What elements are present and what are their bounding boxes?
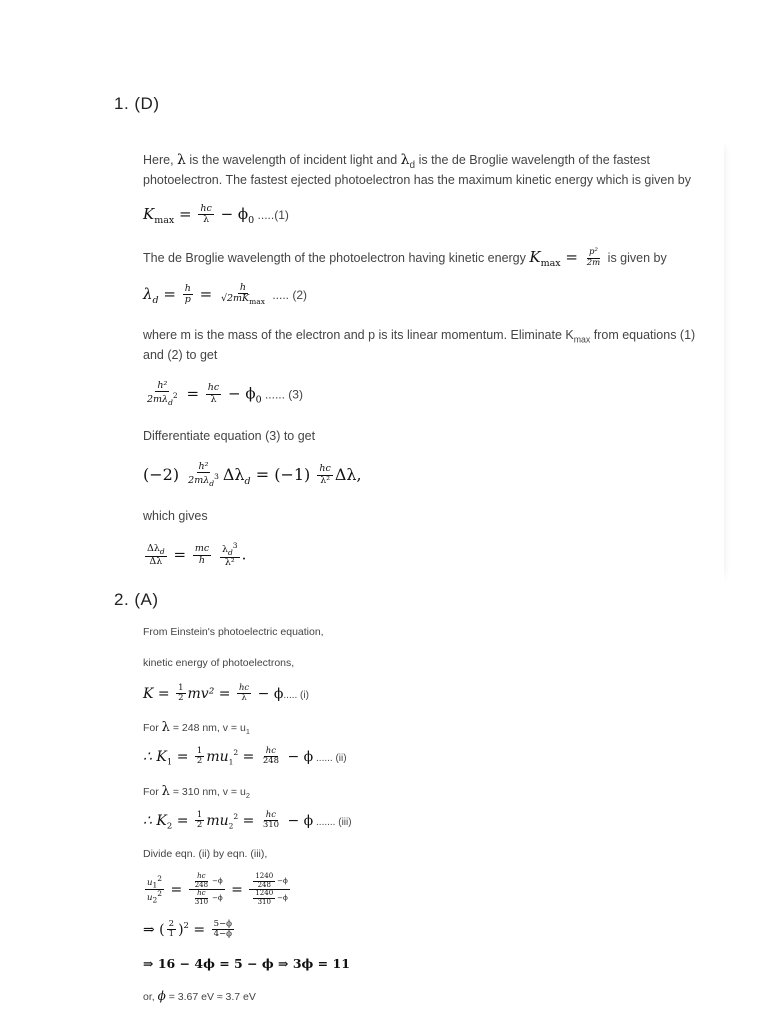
q2-equation-4: $\frac{u_1^2}{u_2^2}$ = $\frac{hc}{248}$ −ϕ $\frac{hc}{310}$ −ϕ = $\frac{1240}{248}$ −ϕ $\frac{1240}{310}$ −ϕ <box>147 872 288 907</box>
q1-equation-4: (−2) h² $2m\lambda_d^3$ $\Delta\lambda_d = (-1)$ $\frac{hc}{\text{λ²}}$ Δλ, <box>143 461 362 489</box>
q2-line-4: For λ = 310 nm, $v = u_2$ <box>143 784 250 801</box>
q1-paragraph-2: The de Broglie wavelength of the photoelectron having kinetic energy $K_{max}$ = $\frac{\text{p²}}{2m}$ is given by <box>143 247 667 269</box>
q2-equation-1: K = $\frac{1}{2}$ mv² = $\frac{hc}{\lambda}$ − ϕ..... (i) <box>143 683 309 704</box>
question-2-heading: 2. (A) <box>114 590 159 609</box>
q2-line-6: or, ϕ = 3.67 eV ≈ 3.7 eV <box>143 989 256 1003</box>
q1-paragraph-1-line-1: Here, λ is the wavelength of incident light and $\lambda_d$ is the de Broglie wavelength of the fastest <box>143 152 650 171</box>
question-1-heading: 1. (D) <box>114 94 160 113</box>
q2-equation-3: ∴ $K_2$ = $\frac{1}{2}$ $mu_2^2$ = $\frac{hc}{310}$ − ϕ ....... (iii) <box>143 810 352 832</box>
q2-equation-6: ⇒ 16 − 4ϕ = 5 − ϕ ⇒ 3ϕ = 11 <box>143 956 350 971</box>
q1-equation-5: $\Delta\lambda_d$ Δλ = $\frac{mc}{h}$ $\frac{\lambda_d^3}{\text{λ²}}$ . <box>147 541 247 569</box>
q1-paragraph-3-line-2: and (2) to get <box>143 348 218 362</box>
q1-paragraph-4: Differentiate equation (3) to get <box>143 429 316 443</box>
q2-line-1: From Einstein's photoelectric equation, <box>143 626 324 638</box>
q2-line-3: For λ = 248 nm, $v = u_1$ <box>143 720 250 737</box>
q1-paragraph-5: which gives <box>143 509 208 523</box>
q1-equation-3: h² $2m\lambda_d^2$ = $\frac{hc}{\lambda}$ − $\phi_0$ ...... (3) <box>147 380 303 408</box>
q2-line-2: kinetic energy of photoelectrons, <box>143 657 295 669</box>
q1-equation-1: $K_{max}$ = $\frac{hc}{\lambda}$ − $\phi_0$ .....(1) <box>143 203 289 226</box>
q2-equation-2: ∴ $K_1$ = $\frac{1}{2}$ $mu_1^2$ = $\frac{hc}{248}$ − ϕ ...... (ii) <box>143 746 347 768</box>
q1-paragraph-1-line-2: photoelectron. The fastest ejected photoelectron has the maximum kinetic energy which is given by <box>143 173 691 187</box>
q2-line-5: Divide eqn. (ii) by eqn. (iii), <box>143 848 268 860</box>
q1-paragraph-3-line-1: where m is the mass of the electron and p is its linear momentum. Eliminate $K_{max}$ from equations (1) <box>143 328 696 345</box>
q2-equation-5: ⇒ ( $\frac{2}{1}$ )$^2$ = $\frac{5-\phi}{4-\phi}$ <box>143 919 232 940</box>
q1-equation-2: $\lambda_d$ = $\frac{h}{p}$ = h $√2mK_{max}$ ..... (2) <box>143 282 307 307</box>
